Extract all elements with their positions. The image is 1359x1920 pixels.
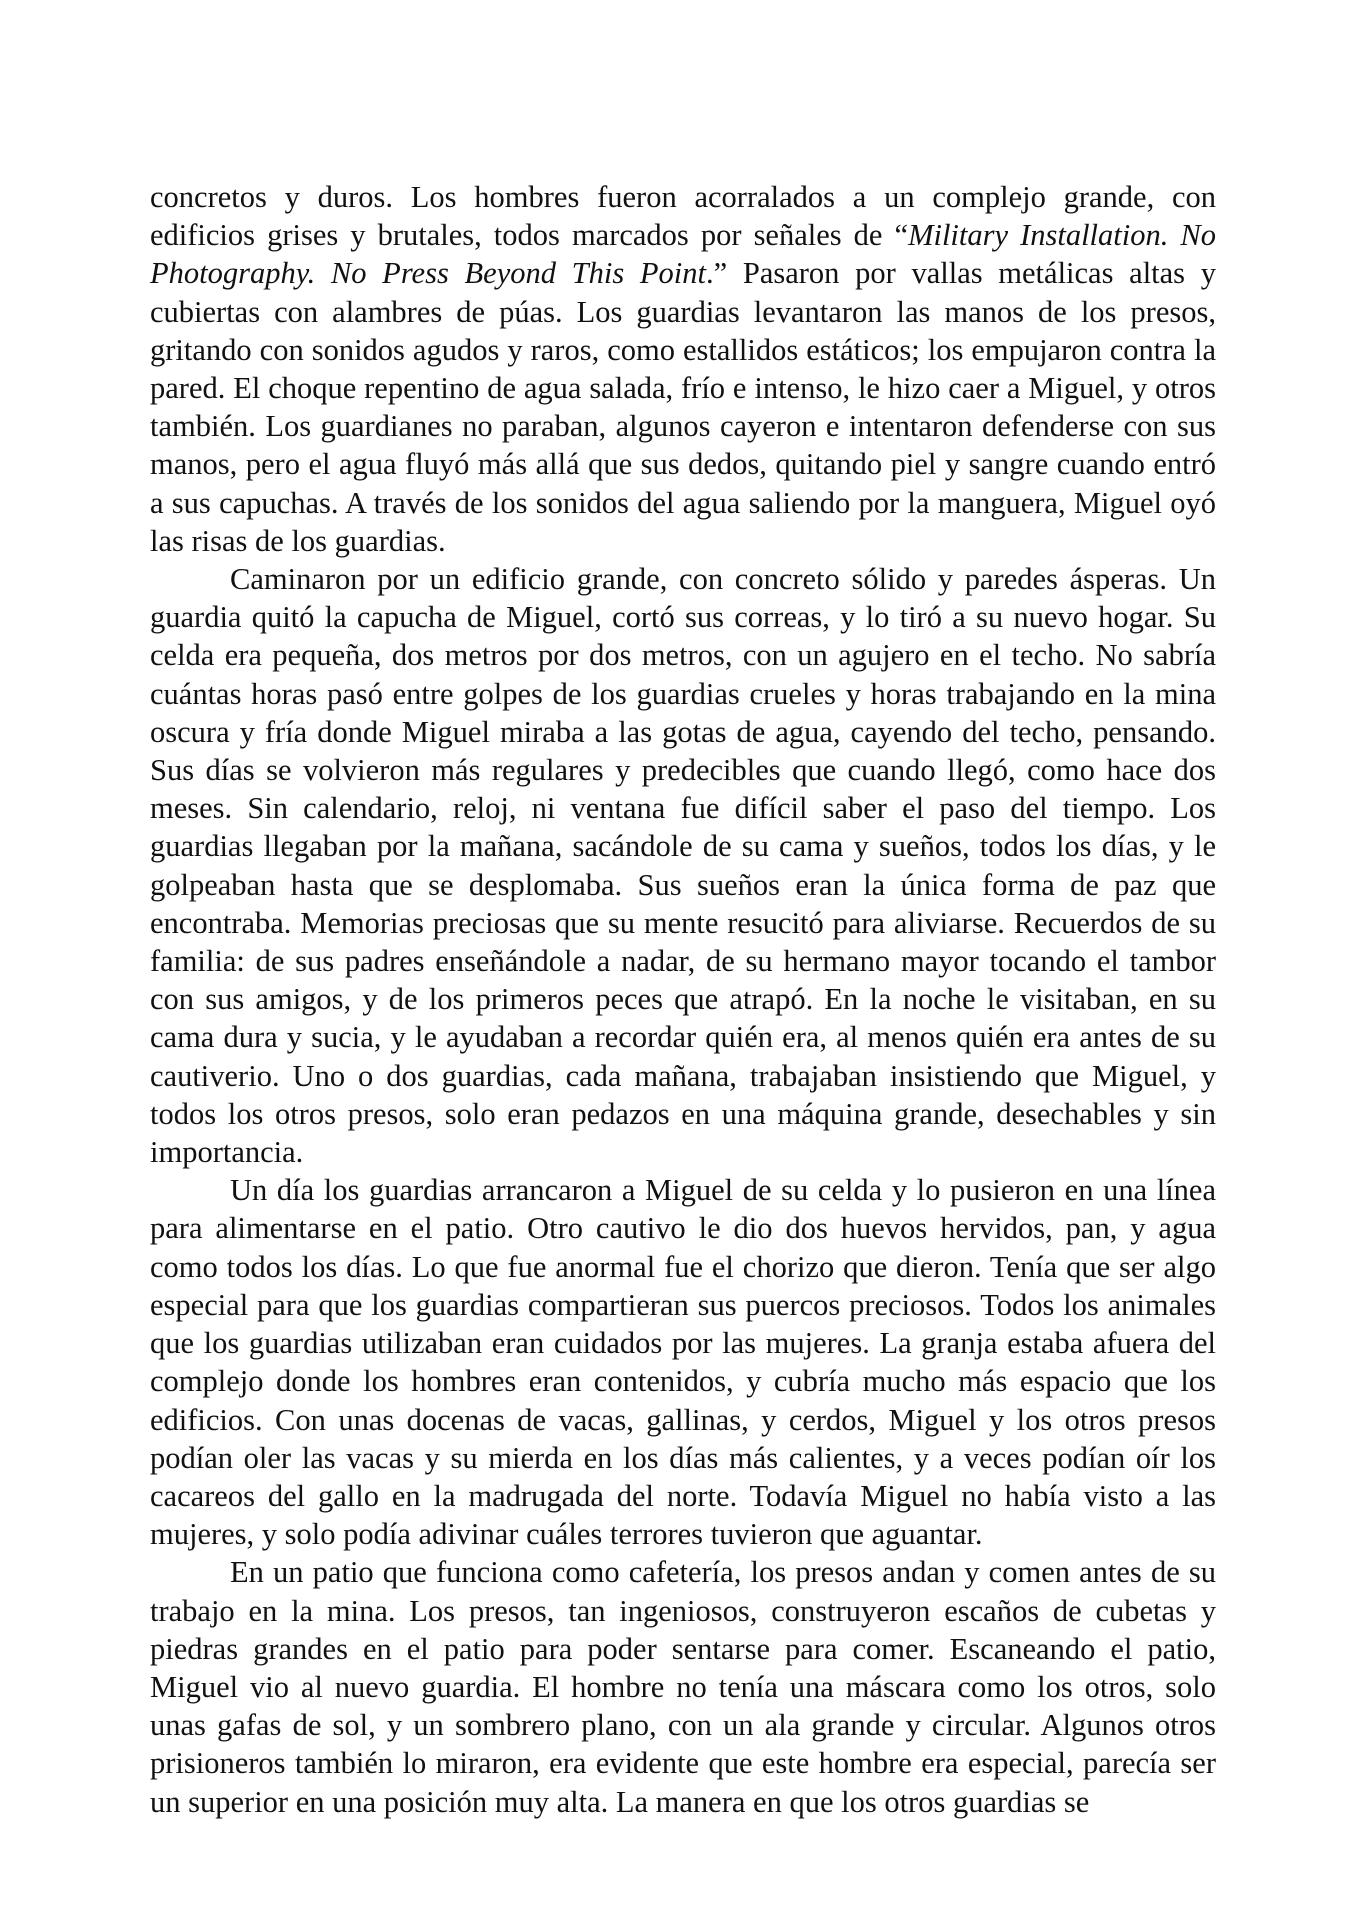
paragraph-2: Caminaron por un edificio grande, con concreto sólido y paredes ásperas. Un guardia quitó la capucha de Miguel, cortó sus correas, y lo tiró a su nuevo hogar. Su celda era pequeña, dos metros por dos metros, con un agujero en el techo. No sabría cuántas horas pasó entre golpes de los guardias crueles y horas trabajando en la mina oscura y fría donde Miguel miraba a las gotas de agua, cayendo del techo, pensando. Sus días se volvieron más regulares y predecibles que cuando llegó, como hace dos meses. Sin calendario, reloj, ni ventana fue difícil saber el paso del tiempo. Los guardias llegaban por la mañana, sacándole de su cama y sueños, todos los días, y le golpeaban hasta que se desplomaba. Sus sueños eran la única forma de paz que encontraba. Memorias preciosas que su mente resucitó para aliviarse. Recuerdos de su familia: de sus padres enseñándole a nadar, de su hermano mayor tocando el tambor con sus amigos, y de los primeros peces que atrapó. En la noche le visitaban, en su cama dura y sucia, y le ayudaban a recordar quién era, al menos quién era antes de su cautiverio. Uno o dos guardias, cada mañana, trabajaban insistiendo que Miguel, y todos los otros presos, solo eran pedazos en una máquina grande, desechables y sin importancia.: [150, 562, 1216, 1170]
sign-quote-italic: Military Installation. No Photography. No Press Beyond This Point: [150, 218, 1216, 291]
paragraph-4: En un patio que funciona como cafetería, los presos andan y comen antes de su trabajo en la mina. Los presos, tan ingeniosos, construyeron escaños de cubetas y piedras grandes en el patio para poder sentarse para comer. Escaneando el patio, Miguel vio al nuevo guardia. El hombre no tenía una máscara como los otros, solo unas gafas de sol, y un sombrero plano, con un ala grande y circular. Algunos otros prisioneros también lo miraron, era evidente que este hombre era especial, parecía ser un superior en una posición muy alta. La manera en que los otros guardias se: [150, 1555, 1216, 1819]
paragraph-1-start: concretos y duros. Los hombres fueron acorralados a un complejo grande, con edificios grises y brutales, todos marcados por señales de “: [150, 180, 1216, 253]
document-page: [150, 178, 1216, 1821]
paragraph-1-end: .” Pasaron por vallas metálicas altas y cubiertas con alambres de púas. Los guardias levantaron las manos de los presos, gritando con sonidos agudos y raros, como estallidos estáticos; los empujaron contra la pared. El choque repentino de agua salada, frío e intenso, le hizo caer a Miguel, y otros también. Los guardianes no paraban, algunos cayeron e intentaron defenderse con sus manos, pero el agua fluyó más allá que sus dedos, quitando piel y sangre cuando entró a sus capuchas. A través de los sonidos del agua saliendo por la manguera, Miguel oyó las risas de los guardias.: [150, 256, 1216, 558]
paragraph-3: Un día los guardias arrancaron a Miguel de su celda y lo pusieron en una línea para alimentarse en el patio. Otro cautivo le dio dos huevos hervidos, pan, y agua como todos los días. Lo que fue anormal fue el chorizo que dieron. Tenía que ser algo especial para que los guardias compartieran sus puercos preciosos. Todos los animales que los guardias utilizaban eran cuidados por las mujeres. La granja estaba afuera del complejo donde los hombres eran contenidos, y cubría mucho más espacio que los edificios. Con unas docenas de vacas, gallinas, y cerdos, Miguel y los otros presos podían oler las vacas y su mierda en los días más calientes, y a veces podían oír los cacareos del gallo en la madrugada del norte. Todavía Miguel no había visto a las mujeres, y solo podía adivinar cuáles terrores tuvieron que aguantar.: [150, 1173, 1216, 1552]
paragraph-1: [150, 178, 1216, 560]
